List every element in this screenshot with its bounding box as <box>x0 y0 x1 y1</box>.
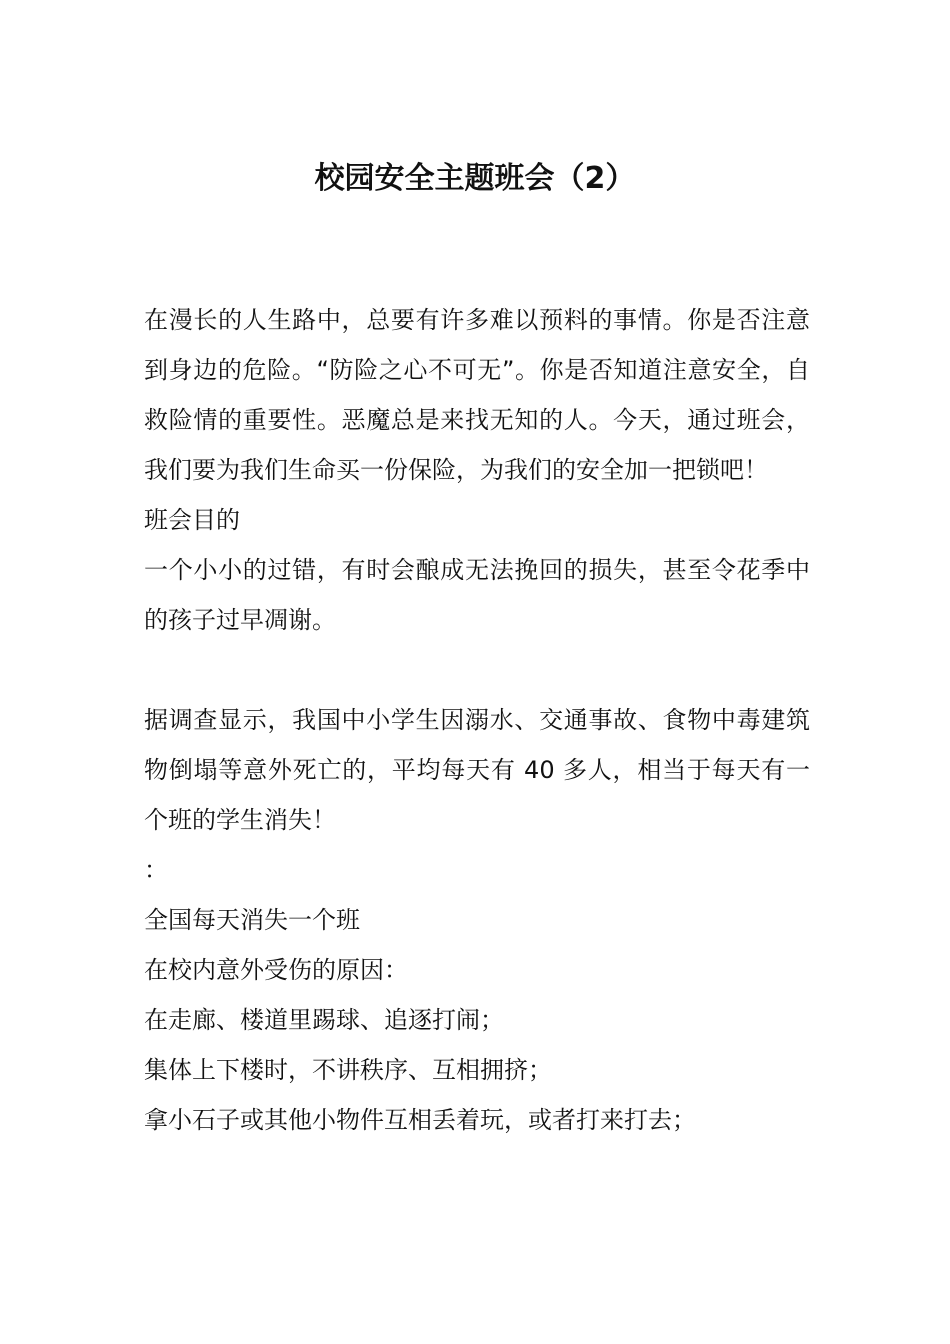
document-body <box>144 295 810 1145</box>
page-title: 校园安全主题班会（2） <box>314 161 636 196</box>
paragraph-purpose: 一个小小的过错，有时会酿成无法挽回的损失，甚至令花季中的孩子过早凋谢。 <box>144 556 810 634</box>
paragraph-injury-causes: 在校内意外受伤的原因： <box>144 956 408 984</box>
paragraph-spacer <box>144 645 810 695</box>
paragraph-cause-stones: 拿小石子或其他小物件互相丢着玩，或者打来打去； <box>144 1106 696 1134</box>
paragraph-heading-purpose: 班会目的 <box>144 506 240 534</box>
paragraph-intro: 在漫长的人生路中，总要有许多难以预料的事情。你是否注意到身边的危险。“防险之心不可无”。你是否知道注意安全，自救险情的重要性。恶魔总是来找无知的人。今天，通过班会，我们要为我们生命买一份保险，为我们的安全加一把锁吧！ <box>144 306 810 484</box>
paragraph-statistics: 据调查显示，我国中小学生因溺水、交通事故、食物中毒建筑物倒塌等意外死亡的，平均每天有 40 多人，相当于每天有一个班的学生消失！ <box>144 706 810 834</box>
paragraph-cause-stairs: 集体上下楼时，不讲秩序、互相拥挤； <box>144 1056 552 1084</box>
paragraph-colon: ： <box>144 856 168 884</box>
paragraph-cause-corridor: 在走廊、楼道里踢球、追逐打闹； <box>144 1006 504 1034</box>
paragraph-class-disappears: 全国每天消失一个班 <box>144 906 360 934</box>
